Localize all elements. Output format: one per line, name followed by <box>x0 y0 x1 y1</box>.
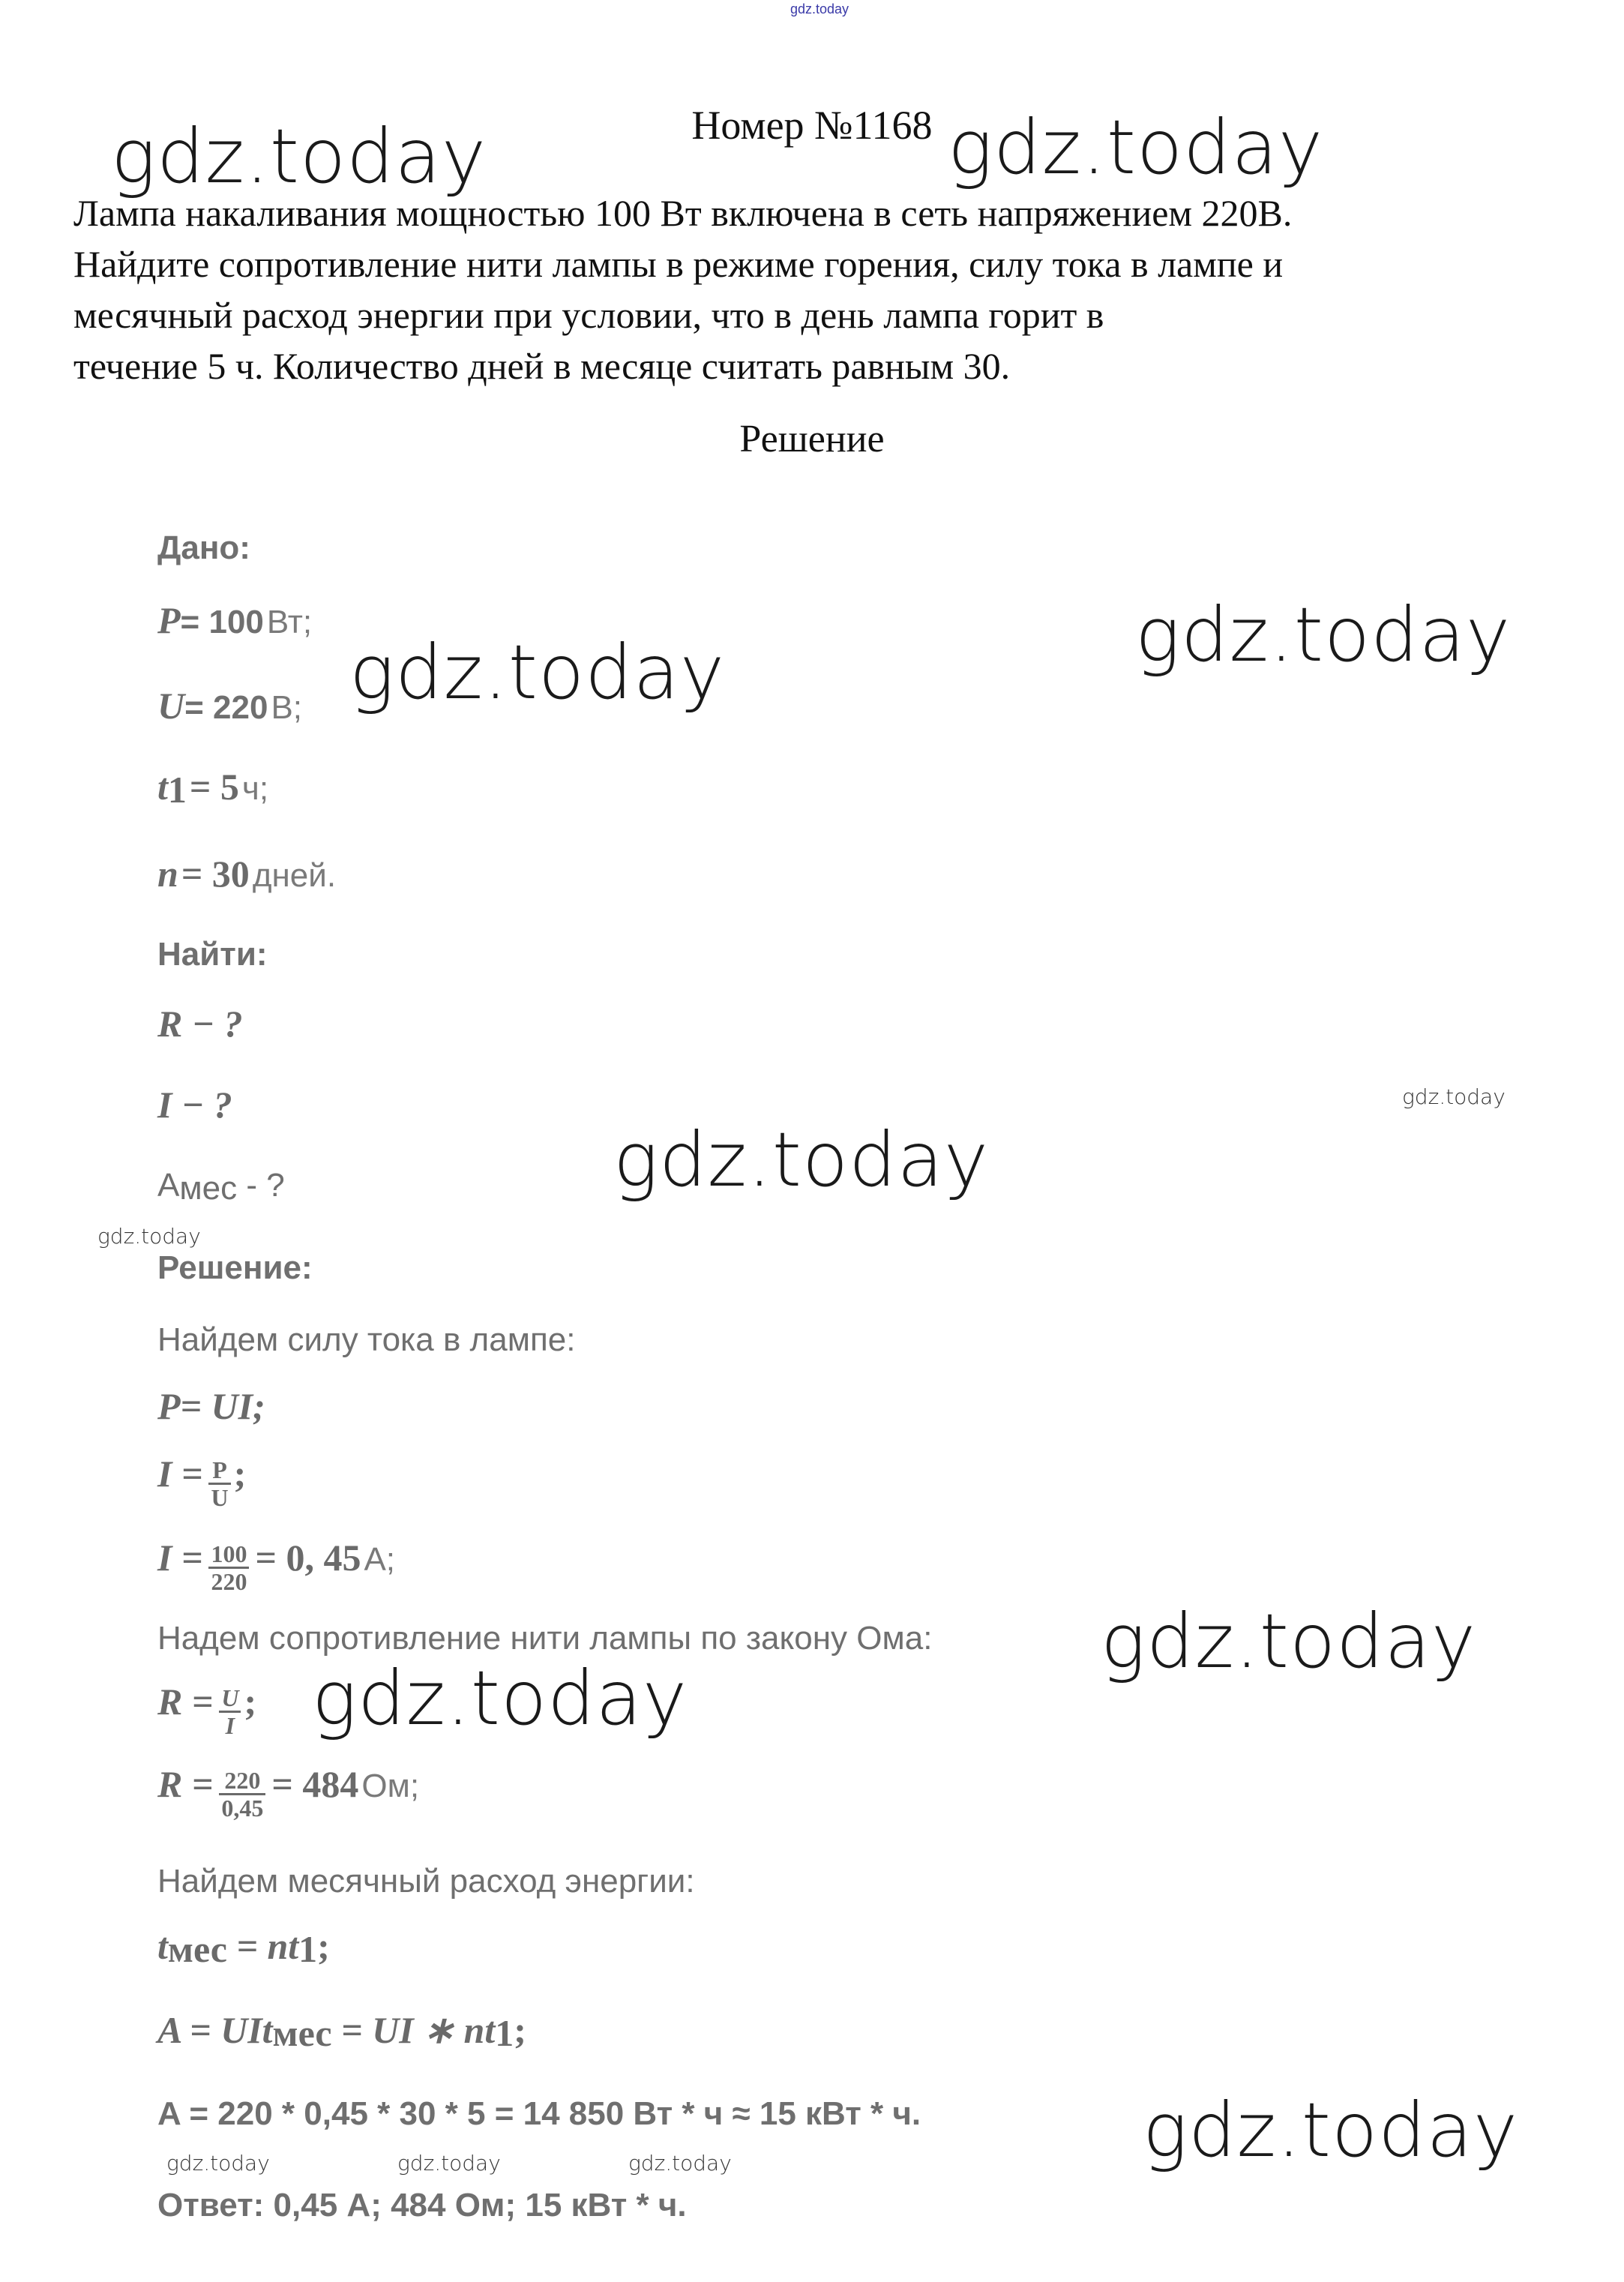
eq-r2-left: R = <box>157 1763 214 1805</box>
watermark: gdz.today <box>1143 2086 1519 2174</box>
step3-text: Найдем месячный расход энергии: <box>157 1863 695 1900</box>
denominator: I <box>225 1711 235 1739</box>
eq-current-formula <box>157 1452 246 1510</box>
eq-a-part2: = UI ∗ nt <box>331 2009 496 2051</box>
numerator: 100 <box>208 1541 249 1569</box>
watermark: gdz.today <box>613 1116 990 1204</box>
eq-t-tail: ; <box>317 1925 330 1967</box>
voltage-unit: В; <box>271 689 303 726</box>
task-line: месячный расход энергии при условии, что в день лампа горит в <box>73 294 1104 336</box>
fraction <box>208 1457 230 1510</box>
eq-a-sub1: мес <box>272 2012 332 2055</box>
numerator: U <box>219 1685 241 1713</box>
eq-t-var: t <box>157 1925 168 1967</box>
eq-a-sub2: 1 <box>495 2012 514 2055</box>
watermark: gdz.today <box>1402 1084 1506 1109</box>
power-value: = 100 <box>180 604 264 640</box>
days-value: = 30 <box>181 853 250 895</box>
eq-r-tail: ; <box>244 1681 257 1723</box>
energy-rest: - ? <box>237 1167 285 1204</box>
numerator: 220 <box>219 1768 265 1795</box>
eq-current-left: I = <box>157 1453 203 1495</box>
step1-text: Найдем силу тока в лампе: <box>157 1321 576 1358</box>
watermark: gdz.today <box>97 1224 201 1249</box>
eq-r2-right: = 484 <box>271 1763 359 1805</box>
days-var: n <box>157 853 178 895</box>
voltage-value: = 220 <box>184 689 268 726</box>
task-line: Лампа накаливания мощностью 100 Вт включена в сеть напряжением 220В. <box>73 192 1293 234</box>
days-unit: дней. <box>252 857 337 894</box>
fraction <box>219 1768 265 1821</box>
time-var: t <box>157 766 168 808</box>
watermark: gdz.today <box>1135 591 1512 679</box>
watermark: gdz.today <box>948 103 1324 191</box>
task-statement <box>73 187 1573 391</box>
watermark: gdz.today <box>397 2151 501 2176</box>
denominator: U <box>211 1483 229 1511</box>
answer: Ответ: 0,45 А; 484 Ом; 15 кВт * ч. <box>157 2187 687 2224</box>
eq-current-tail: ; <box>233 1453 247 1495</box>
watermark: gdz.today <box>1101 1597 1477 1685</box>
eq-a-part1: A = UIt <box>157 2009 273 2051</box>
denominator: 220 <box>211 1567 247 1595</box>
eq-t-sub: мес <box>167 1928 227 1971</box>
voltage-var: U <box>157 685 185 727</box>
given-time <box>157 765 268 811</box>
watermark: gdz.today <box>628 2151 732 2176</box>
time-sub: 1 <box>167 769 187 811</box>
power-unit: Вт; <box>266 604 313 640</box>
eq-current2-unit: А; <box>364 1541 396 1578</box>
find-resistance: R − ? <box>157 1003 243 1045</box>
eq-current2-left: I = <box>157 1537 203 1579</box>
page-title: Номер №1168 <box>691 103 933 148</box>
find-label: Найти: <box>157 936 268 973</box>
top-watermark: gdz.today <box>790 1 849 16</box>
eq-r2-unit: Ом; <box>361 1768 420 1804</box>
step2-text: Надем сопротивление нити лампы по закону Ома: <box>157 1620 933 1657</box>
eq-t-mid: = nt <box>226 1925 299 1967</box>
solution-label: Решение: <box>157 1249 313 1286</box>
eq-a-tail: ; <box>514 2009 526 2051</box>
fraction <box>208 1541 249 1594</box>
energy-var: А <box>157 1167 180 1204</box>
eq-r-left: R = <box>157 1681 214 1723</box>
watermark: gdz.today <box>111 112 487 200</box>
eq-current-value <box>157 1536 395 1594</box>
watermark: gdz.today <box>312 1654 688 1742</box>
find-current: I − ? <box>157 1084 232 1126</box>
time-value: = 5 <box>189 766 239 808</box>
task-line: течение 5 ч. Количество дней в месяце считать равным 30. <box>73 345 1011 387</box>
eq-power: P= UI; <box>157 1385 265 1427</box>
solution-heading: Решение <box>739 418 885 460</box>
given-days <box>157 852 336 895</box>
denominator: 0,45 <box>221 1794 264 1822</box>
numerator: P <box>208 1457 230 1485</box>
fraction <box>219 1685 241 1738</box>
task-line: Найдите сопротивление нити лампы в режиме горения, силу тока в лампе и <box>73 243 1284 285</box>
watermark: gdz.today <box>349 628 726 716</box>
watermark: gdz.today <box>166 2151 270 2176</box>
eq-resistance-formula <box>157 1680 256 1738</box>
given-label: Дано: <box>157 529 250 566</box>
energy-sub: мес <box>179 1170 238 1207</box>
eq-resistance-value <box>157 1762 419 1821</box>
time-unit: ч; <box>241 770 269 807</box>
eq-t-sub2: 1 <box>298 1928 318 1971</box>
given-power <box>157 598 312 642</box>
eq-energy-final: A = 220 * 0,45 * 30 * 5 = 14 850 Вт * ч ≈ 15 кВт * ч. <box>157 2095 921 2132</box>
eq-current2-right: = 0, 45 <box>255 1537 361 1579</box>
find-energy <box>157 1167 285 1207</box>
given-voltage <box>157 684 302 727</box>
power-var: P <box>157 599 181 641</box>
eq-energy-formula <box>157 2008 526 2055</box>
eq-month-time <box>157 1924 330 1971</box>
